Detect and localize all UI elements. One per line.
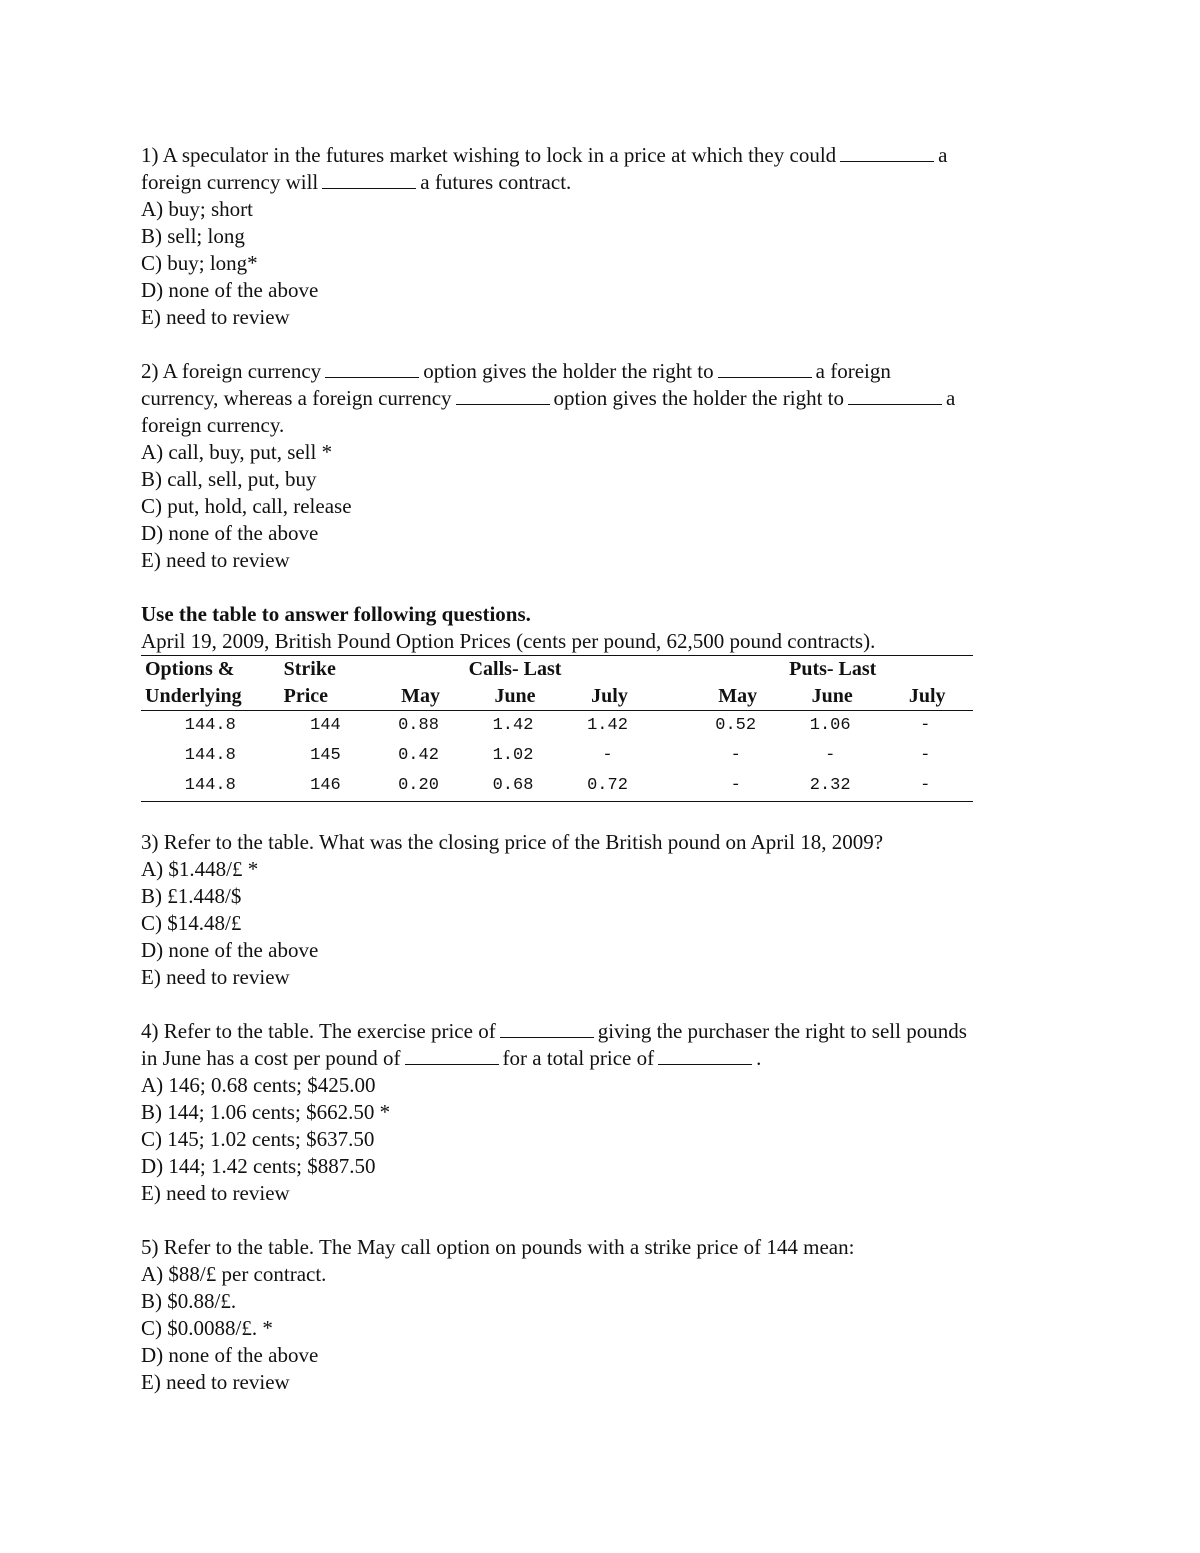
header-gap: [655, 683, 689, 711]
question-4-option-d: D) 144; 1.42 cents; $887.50: [141, 1154, 376, 1178]
answer-blank: [325, 376, 419, 378]
cell-puts-june: -: [825, 746, 836, 765]
cell-puts-may: 0.52: [715, 716, 757, 735]
question-4-option-e: E) need to review: [141, 1181, 290, 1205]
question-4-option-b: B) 144; 1.06 cents; $662.50 *: [141, 1100, 391, 1124]
question-4-text-c: in June has a cost per pound of: [141, 1046, 401, 1070]
header-puts-june: June: [783, 683, 878, 711]
cell-calls-july: 0.72: [560, 771, 654, 802]
question-4-text-a: 4) Refer to the table. The exercise price of: [141, 1019, 496, 1043]
question-2-text-e: option gives the holder the right to: [553, 386, 844, 410]
header-gap: [655, 656, 689, 684]
cell-calls-may: 0.88: [398, 716, 439, 735]
question-4-line-1: [141, 1018, 1071, 1045]
cell-puts-june: 1.06: [809, 716, 851, 735]
question-2-line-3: foreign currency.: [141, 413, 285, 437]
question-3-option-e: E) need to review: [141, 965, 290, 989]
table-row: [141, 771, 973, 802]
header-price: Price: [280, 683, 372, 711]
question-4-option-c: C) 145; 1.02 cents; $637.50: [141, 1127, 375, 1151]
answer-blank: [456, 403, 550, 405]
answer-blank: [500, 1036, 594, 1038]
question-2-line-2: [141, 385, 1071, 412]
cell-puts-may: -: [730, 746, 741, 765]
question-2-text-c: a foreign: [815, 359, 891, 383]
question-4-text-e: .: [756, 1046, 762, 1070]
question-5: [141, 1234, 1071, 1396]
answer-blank: [848, 403, 942, 405]
cell-gap: [655, 741, 689, 771]
header-calls-july: July: [560, 683, 654, 711]
question-1: [141, 142, 1071, 331]
question-5-option-b: B) $0.88/£.: [141, 1289, 237, 1313]
cell-gap: [655, 771, 689, 802]
header-calls-june: June: [466, 683, 561, 711]
question-2-text-d: currency, whereas a foreign currency: [141, 386, 452, 410]
question-1-option-b: B) sell; long: [141, 224, 245, 248]
question-3-text: 3) Refer to the table. What was the closing price of the British pound on April 18, 2009?: [141, 830, 884, 854]
answer-blank: [405, 1063, 499, 1065]
question-4-line-2: [141, 1045, 1071, 1072]
question-1-option-e: E) need to review: [141, 305, 290, 329]
question-2: [141, 358, 1071, 574]
question-4-option-a: A) 146; 0.68 cents; $425.00: [141, 1073, 376, 1097]
cell-calls-may: 0.42: [398, 746, 439, 765]
question-5-text: 5) Refer to the table. The May call option on pounds with a strike price of 144 mean:: [141, 1235, 855, 1259]
question-1-option-d: D) none of the above: [141, 278, 319, 302]
question-1-line-1: [141, 142, 1071, 169]
answer-blank: [718, 376, 812, 378]
header-underlying: Underlying: [141, 683, 280, 711]
cell-puts-may: -: [688, 771, 782, 802]
header-puts-july: July: [877, 683, 973, 711]
cell-calls-june: 1.42: [492, 716, 534, 735]
cell-underlying: 144.8: [184, 716, 236, 735]
table-caption: April 19, 2009, British Pound Option Prices (cents per pound, 62,500 pound contracts).: [141, 629, 876, 653]
header-calls-may: May: [371, 683, 465, 711]
answer-blank: [840, 160, 934, 162]
table-row: [141, 741, 973, 771]
question-3-option-d: D) none of the above: [141, 938, 319, 962]
cell-underlying: 144.8: [141, 771, 280, 802]
question-1-text-c: foreign currency will: [141, 170, 319, 194]
table-row: [141, 711, 973, 742]
cell-puts-july: -: [877, 771, 973, 802]
question-2-text-a: 2) A foreign currency: [141, 359, 322, 383]
question-5-option-a: A) $88/£ per contract.: [141, 1262, 327, 1286]
cell-gap: [655, 711, 689, 742]
question-2-option-c: C) put, hold, call, release: [141, 494, 352, 518]
header-puts-may: May: [688, 683, 782, 711]
question-2-line-1: [141, 358, 1071, 385]
cell-calls-june: 1.02: [492, 746, 534, 765]
question-1-option-c: C) buy; long*: [141, 251, 258, 275]
header-calls-last: Calls- Last: [468, 658, 562, 680]
cell-puts-june: 2.32: [783, 771, 878, 802]
question-2-option-e: E) need to review: [141, 548, 290, 572]
question-1-text-d: a futures contract.: [420, 170, 572, 194]
question-5-option-d: D) none of the above: [141, 1343, 319, 1367]
question-4: [141, 1018, 1071, 1207]
cell-strike: 144: [310, 716, 341, 735]
question-3: [141, 829, 1071, 991]
question-1-text-b: a: [938, 143, 948, 167]
question-2-text-f: a: [946, 386, 956, 410]
answer-blank: [322, 187, 416, 189]
question-1-line-2: [141, 169, 1071, 196]
question-3-option-b: B) £1.448/$: [141, 884, 242, 908]
cell-strike: 146: [280, 771, 372, 802]
document-page: [141, 142, 1071, 1423]
header-options: Options &: [145, 658, 235, 680]
question-1-option-a: A) buy; short: [141, 197, 253, 221]
question-5-option-e: E) need to review: [141, 1370, 290, 1394]
cell-underlying: 144.8: [184, 746, 236, 765]
answer-blank: [658, 1063, 752, 1065]
question-3-option-c: C) $14.48/£: [141, 911, 242, 935]
question-3-option-a: A) $1.448/£ *: [141, 857, 259, 881]
cell-calls-july: -: [602, 746, 613, 765]
question-1-text-a: 1) A speculator in the futures market wishing to lock in a price at which they could: [141, 143, 837, 167]
cell-puts-july: -: [920, 716, 931, 735]
question-2-option-b: B) call, sell, put, buy: [141, 467, 317, 491]
question-2-option-d: D) none of the above: [141, 521, 319, 545]
question-4-text-d: for a total price of: [502, 1046, 655, 1070]
cell-calls-june: 0.68: [466, 771, 561, 802]
cell-puts-july: -: [920, 746, 931, 765]
header-strike: Strike: [283, 658, 336, 680]
cell-strike: 145: [310, 746, 341, 765]
table-heading: Use the table to answer following questions.: [141, 602, 531, 626]
header-puts-last: Puts- Last: [789, 658, 877, 680]
cell-calls-may: 0.20: [371, 771, 465, 802]
option-prices-table: [141, 655, 973, 802]
question-4-text-b: giving the purchaser the right to sell pounds: [597, 1019, 967, 1043]
question-5-option-c: C) $0.0088/£. *: [141, 1316, 273, 1340]
question-2-text-b: option gives the holder the right to: [423, 359, 714, 383]
cell-calls-july: 1.42: [587, 716, 628, 735]
table-section: [141, 601, 1071, 802]
question-2-option-a: A) call, buy, put, sell *: [141, 440, 333, 464]
